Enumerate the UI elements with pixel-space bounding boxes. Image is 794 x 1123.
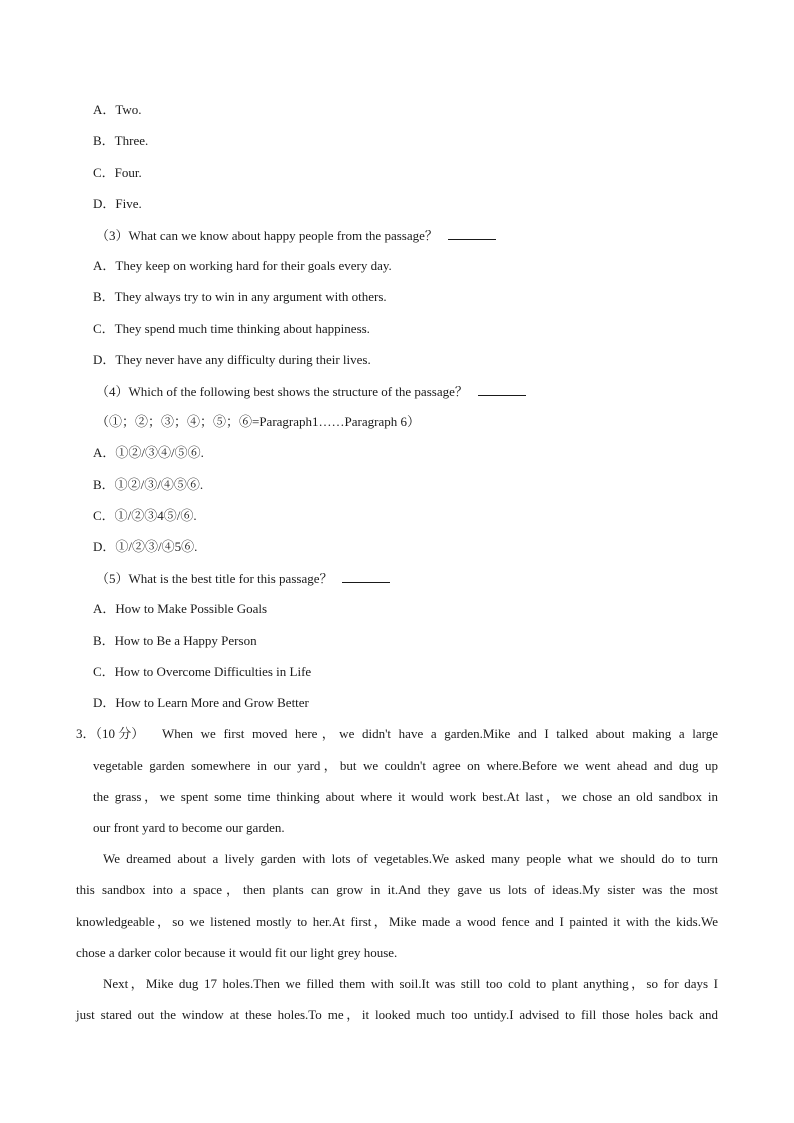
option-text: ①/②③/④5⑥. bbox=[115, 539, 198, 554]
q5-prompt bbox=[96, 570, 390, 587]
q5-option-b[interactable] bbox=[93, 633, 257, 649]
passage-line: chose a darker color because it would fit our light grey house. bbox=[76, 945, 398, 960]
option-letter: C． bbox=[93, 508, 115, 523]
option-letter: C． bbox=[93, 165, 115, 180]
q2-option-c[interactable] bbox=[93, 165, 142, 181]
option-letter: A． bbox=[93, 258, 116, 273]
q4-option-c[interactable] bbox=[93, 508, 197, 524]
option-letter: D． bbox=[93, 695, 116, 710]
option-text: ①②/③/④⑤⑥. bbox=[114, 477, 204, 492]
passage-line: this sandbox into a space，then plants can grow in it.And they gave us lots of ideas.My sister was the most bbox=[76, 882, 718, 897]
q4-note: （①；②；③；④；⑤；⑥=Paragraph1……Paragraph 6） bbox=[96, 414, 420, 429]
q3-option-a[interactable] bbox=[93, 258, 392, 274]
passage-line: the grass，we spent some time thinking about where it would work best.At last，we chose an old sandbox in bbox=[93, 789, 718, 804]
passage-line: just stared out the window at these holes.To me，it looked much too untidy.I advised to fill those holes back and bbox=[76, 1007, 718, 1022]
option-letter: A． bbox=[93, 102, 116, 117]
q3-option-d[interactable] bbox=[93, 352, 371, 368]
option-text: Three. bbox=[114, 133, 149, 148]
option-text: They keep on working hard for their goals every day. bbox=[115, 258, 392, 273]
option-text: How to Overcome Difficulties in Life bbox=[114, 664, 312, 679]
q2-option-a[interactable] bbox=[93, 102, 142, 118]
option-text: How to Learn More and Grow Better bbox=[115, 695, 309, 710]
passage-line: When we first moved here，we didn't have a garden.Mike and I talked about making a large bbox=[162, 726, 718, 741]
answer-blank[interactable] bbox=[478, 383, 526, 396]
passage-line: our front yard to become our garden. bbox=[93, 820, 285, 835]
passage-line: vegetable garden somewhere in our yard，but we couldn't agree on where.Before we went ahead and dug up bbox=[93, 758, 718, 773]
q3-option-b[interactable] bbox=[93, 289, 387, 305]
option-letter: A． bbox=[93, 601, 116, 616]
q5-option-d[interactable] bbox=[93, 695, 309, 711]
option-text: How to Be a Happy Person bbox=[114, 633, 257, 648]
option-letter: D． bbox=[93, 196, 116, 211]
option-letter: B． bbox=[93, 133, 115, 148]
option-text: Four. bbox=[114, 165, 142, 180]
q4-option-d[interactable] bbox=[93, 539, 197, 555]
option-letter: D． bbox=[93, 539, 116, 554]
option-letter: B． bbox=[93, 477, 115, 492]
q4-option-b[interactable] bbox=[93, 477, 203, 493]
option-letter: B． bbox=[93, 633, 115, 648]
q3-option-c[interactable] bbox=[93, 321, 370, 337]
option-text: They spend much time thinking about happiness. bbox=[114, 321, 370, 336]
option-letter: C． bbox=[93, 321, 115, 336]
option-text: How to Make Possible Goals bbox=[115, 601, 268, 616]
q2-option-d[interactable] bbox=[93, 196, 142, 212]
option-text: Two. bbox=[115, 102, 142, 117]
option-letter: C． bbox=[93, 664, 115, 679]
q4-option-a[interactable] bbox=[93, 445, 204, 461]
question-text: （5）What is the best title for this passage？ bbox=[96, 571, 333, 586]
q5-option-c[interactable] bbox=[93, 664, 311, 680]
option-text: Five. bbox=[115, 196, 142, 211]
option-text: ①/②③4⑤/⑥. bbox=[114, 508, 197, 523]
q3-prompt bbox=[96, 227, 496, 244]
option-text: They never have any difficulty during their lives. bbox=[115, 352, 371, 367]
q4-prompt bbox=[96, 383, 526, 400]
question-text: （3）What can we know about happy people from the passage？ bbox=[96, 228, 438, 243]
question-number: 3．（10 分） bbox=[76, 726, 145, 741]
question-text: （4）Which of the following best shows the structure of the passage？ bbox=[96, 384, 468, 399]
option-text: They always try to win in any argument with others. bbox=[114, 289, 387, 304]
answer-blank[interactable] bbox=[448, 227, 496, 240]
passage-line: We dreamed about a lively garden with lots of vegetables.We asked many people what we should do to turn bbox=[103, 851, 718, 866]
q2-option-b[interactable] bbox=[93, 133, 148, 149]
answer-blank[interactable] bbox=[342, 570, 390, 583]
passage-line: knowledgeable，so we listened mostly to her.At first，Mike made a wood fence and I painted it with the kids.We bbox=[76, 914, 718, 929]
passage-line: Next，Mike dug 17 holes.Then we filled them with soil.It was still too cold to plant anything，so for days I bbox=[103, 976, 718, 991]
option-text: ①②/③④/⑤⑥. bbox=[115, 445, 204, 460]
option-letter: D． bbox=[93, 352, 116, 367]
option-letter: A． bbox=[93, 445, 116, 460]
option-letter: B． bbox=[93, 289, 115, 304]
q5-option-a[interactable] bbox=[93, 601, 267, 617]
